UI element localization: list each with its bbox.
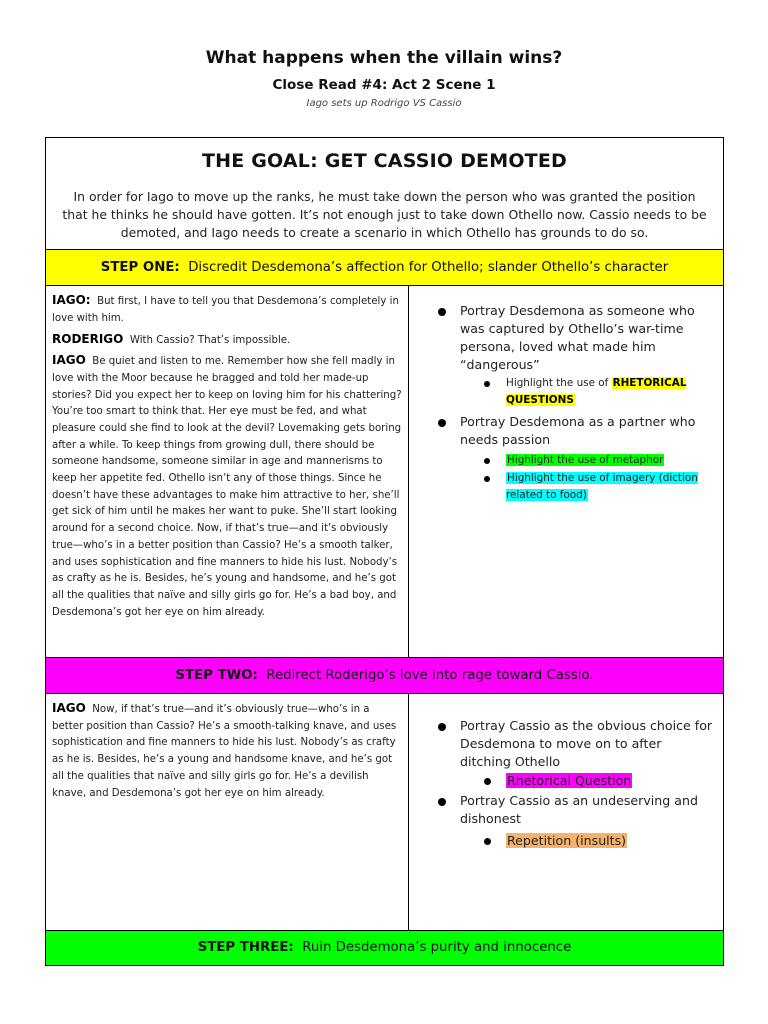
lesson-table <box>45 137 724 966</box>
step-two-banner <box>46 657 723 694</box>
highlight-metaphor: Highlight the use of metaphor <box>507 454 664 466</box>
passage-line <box>52 700 403 802</box>
note-bullet: Portray Cassio as an undeserving and dishonest <box>410 792 715 828</box>
note-bullet: Portray Desdemona as someone who was captured by Othello’s war-time persona, loved what made him “dangerous” <box>410 302 715 374</box>
goal-description: In order for Iago to move up the ranks, he must take down the person who was granted the position that he thinks he should have gotten. It’s not enough just to take down Othello now. Cassio needs to be demoted, and Iago needs to create a scenario in which Othello has grounds to do so. <box>62 189 707 240</box>
step-three-label: STEP THREE: <box>197 940 294 955</box>
passage-line <box>52 292 403 327</box>
step-two-text: Redirect Roderigo’s love into rage toward Cassio. <box>266 668 594 683</box>
goal-title: THE GOAL: GET CASSIO DEMOTED <box>202 150 567 172</box>
speaker-name: IAGO <box>52 701 86 715</box>
note-subbullet-prefix: Highlight the use of <box>506 377 609 389</box>
step-one-passage <box>46 286 409 657</box>
note-bullet: Portray Desdemona as a partner who needs passion <box>410 413 715 449</box>
step-one-notes <box>410 286 723 657</box>
speaker-line: With Cassio? That’s impossible. <box>129 335 291 347</box>
step-two-label: STEP TWO: <box>175 668 258 683</box>
note-subbullet <box>410 470 715 504</box>
speaker-line: Be quiet and listen to me. Remember how she fell madly in love with the Moor because he bragged and told her made-up stories? Did you expect her to keep on loving him for his chattering? You’re too smart to think that. Her eye must be fed, and what pleasure could she find to look at the devil? Lovemaking gets boring after a while. To keep things from growing dull, there should be someone handsome, someone similar in age and mannerisms to keep her appetite fed. Othello isn’t any of those things. Since he doesn’t have these advantages to make him attractive to her, she’ll get sick of him until he makes her want to puke. She’ll start looking around for a second choice. Now, if that’s true—and it’s obviously true—who’s in a better position than Cassio? He’s a smooth talker, and uses sophistication and fine manners to hide his lust. Nobody’s as crafty as he is. Besides, he’s young and handsome, and he’s got all the qualities that naïve and silly girls go for. He’s a bad boy, and Desdemona’s got her eye on him already. <box>52 356 402 618</box>
highlight-rhetorical-questions: RHETORICAL QUESTIONS <box>506 377 687 406</box>
passage-line <box>52 352 403 621</box>
goal-section <box>46 138 723 250</box>
step-one-row <box>46 286 723 657</box>
document-tagline: Iago sets up Rodrigo VS Cassio <box>306 98 462 109</box>
passage-line <box>52 331 403 350</box>
document-title: What happens when the villain wins? <box>205 48 563 68</box>
step-two-row <box>46 694 723 930</box>
speaker-name: IAGO: <box>52 293 91 307</box>
note-subbullet <box>410 832 715 850</box>
step-one-text: Discredit Desdemona’s affection for Othello; slander Othello’s character <box>188 260 669 275</box>
note-bullet: Portray Cassio as the obvious choice for Desdemona to move on to after ditching Othello <box>410 717 715 771</box>
highlight-repetition: Repetition (insults) <box>507 833 627 848</box>
speaker-line: But first, I have to tell you that Desdemona’s completely in love with him. <box>52 296 399 324</box>
step-two-notes <box>410 694 723 930</box>
speaker-line: Now, if that’s true—and it’s obviously true—who’s in a better position than Cassio? He’s a smooth-talking knave, and uses sophistication and fine manners to hide his lust. Nobody’s as crafty as he is. Besides, he’s a young and handsome knave, and he’s got all the qualities that naïve and silly girls go for. He’s a devilish knave, and Desdemona’s got her eye on him already. <box>52 704 397 799</box>
speaker-name: IAGO <box>52 353 86 368</box>
note-subbullet <box>410 452 715 469</box>
highlight-rhetorical-question: Rhetorical Question <box>507 773 632 788</box>
document-header <box>0 48 768 109</box>
document-subtitle: Close Read #4: Act 2 Scene 1 <box>272 77 496 93</box>
highlight-imagery: Highlight the use of imagery (diction related to food) <box>506 472 698 501</box>
step-one-label: STEP ONE: <box>100 260 180 275</box>
speaker-name: RODERIGO <box>52 332 124 347</box>
note-subbullet <box>410 375 715 409</box>
note-subbullet <box>410 772 715 790</box>
step-three-text: Ruin Desdemona’s purity and innocence <box>302 940 572 955</box>
step-one-banner <box>46 249 723 286</box>
step-three-banner <box>46 930 723 965</box>
step-two-passage <box>46 694 409 930</box>
